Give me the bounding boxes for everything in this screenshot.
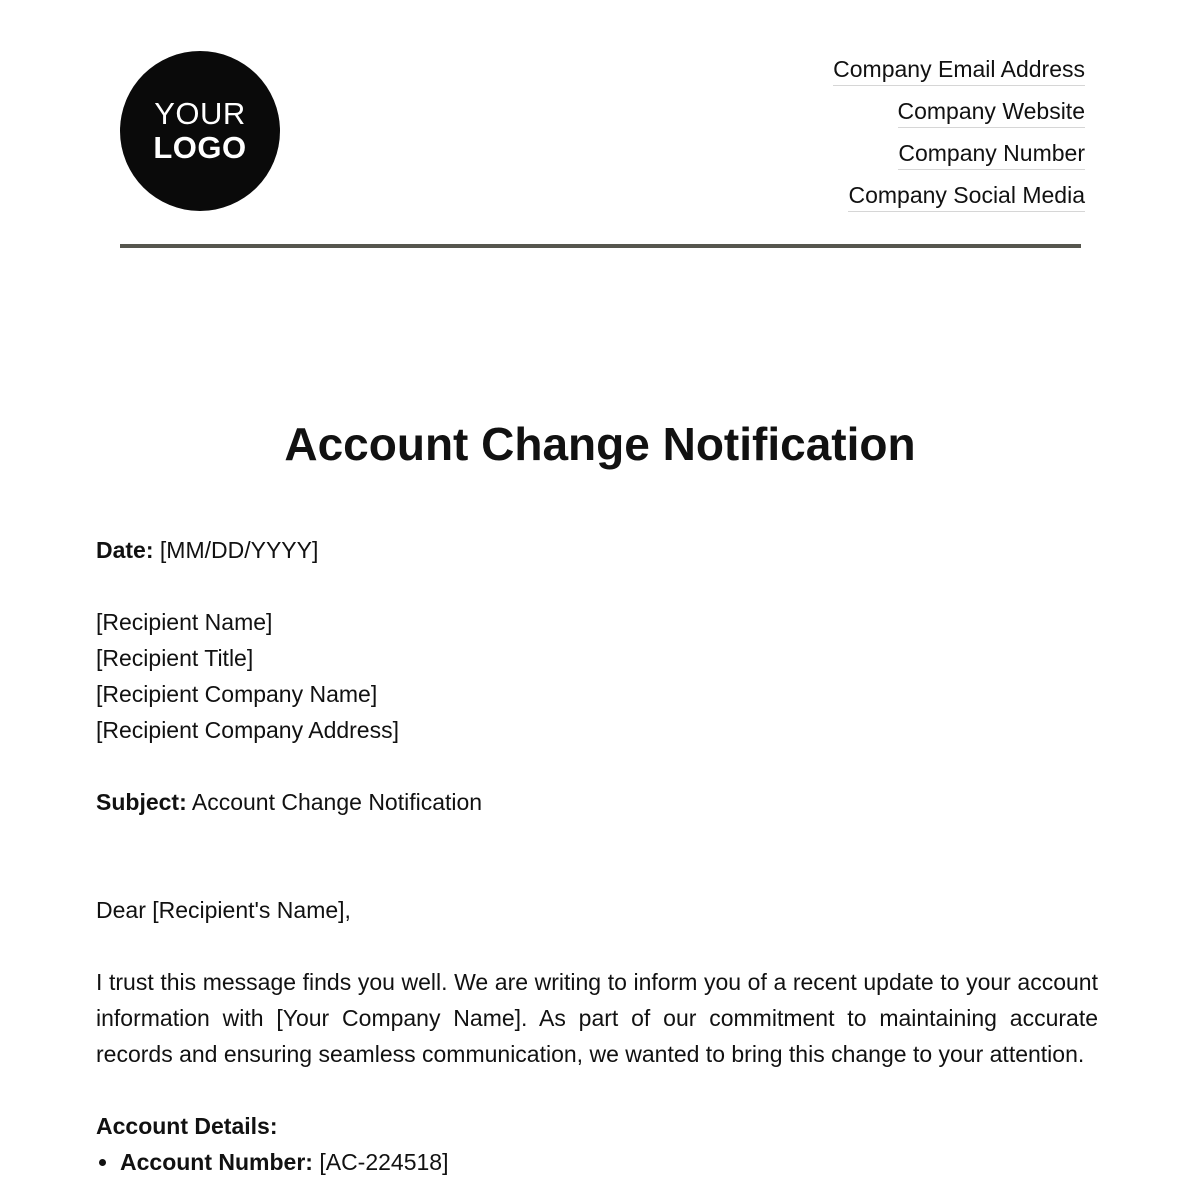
logo-line-2: LOGO: [153, 130, 247, 165]
document-title: Account Change Notification: [284, 418, 916, 470]
company-social-media: Company Social Media: [848, 180, 1085, 212]
recipient-title: [Recipient Title]: [96, 645, 254, 671]
subject-line: [96, 784, 1098, 820]
account-number-label: Account Number:: [120, 1149, 313, 1175]
account-details-list: [96, 1144, 1098, 1180]
recipient-block: [96, 604, 1098, 748]
salutation: Dear [Recipient's Name],: [96, 897, 351, 923]
list-item: [120, 1144, 1098, 1180]
recipient-name: [Recipient Name]: [96, 609, 273, 635]
subject-value: Account Change Notification: [191, 789, 483, 815]
company-number: Company Number: [898, 138, 1085, 170]
account-details-heading: Account Details:: [96, 1113, 278, 1139]
letter-body: [96, 532, 1098, 1180]
company-logo: [120, 51, 280, 211]
recipient-company: [Recipient Company Name]: [96, 681, 378, 707]
header-divider: [120, 244, 1081, 248]
recipient-address: [Recipient Company Address]: [96, 717, 399, 743]
date-value: [MM/DD/YYYY]: [159, 537, 319, 563]
account-number-value: [AC-224518]: [319, 1149, 449, 1175]
company-contact-block: [833, 54, 1085, 222]
logo-line-1: YOUR: [154, 96, 246, 131]
date-label: Date:: [96, 537, 154, 563]
intro-paragraph: I trust this message finds you well. We are writing to inform you of a recent update to your account information with [Your Company Name]. As part of our commitment to maintaining accurate records and ensuring seamless communication, we wanted to bring this change to your attention.: [96, 969, 1098, 1067]
company-email: Company Email Address: [833, 54, 1085, 86]
subject-label: Subject:: [96, 789, 187, 815]
company-website: Company Website: [898, 96, 1086, 128]
date-line: [96, 532, 1098, 568]
